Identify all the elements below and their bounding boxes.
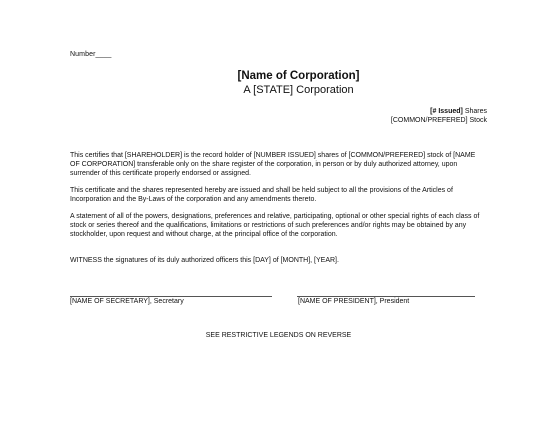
- certificate-number-label: Number____: [70, 51, 112, 58]
- provisions-paragraph: This certificate and the shares represented hereby are issued and shall be held subject to all the provisions of the Articles of Incorporation and the By-Laws of the corporation and any amendments thereto.: [70, 187, 453, 204]
- shares-issued-line: [430, 108, 487, 115]
- stock-class-line: [COMMON/PREFERED] Stock: [390, 117, 487, 124]
- corporation-state-subtitle: A [STATE] Corporation: [243, 84, 354, 96]
- rights-statement-paragraph: A statement of all of the powers, designations, preferences and relative, participating, optional or other special rights of each class of stock or series thereof and the qualifications, limitations or restrictions of such preferences and/or rights may be obtained by any stockholder, upon request and without charge, at the principal office of the corporation.: [70, 213, 480, 239]
- secretary-signature-line: [70, 296, 272, 297]
- corporation-name-title: [Name of Corporation]: [237, 70, 360, 82]
- witness-paragraph: WITNESS the signatures of its duly authorized officers this [DAY] of [MONTH], [YEAR].: [70, 257, 339, 264]
- restrictive-legend-note: SEE RESTRICTIVE LEGENDS ON REVERSE: [205, 332, 352, 339]
- certification-paragraph: This certifies that [SHAREHOLDER] is the record holder of [NUMBER ISSUED] shares of [COMMON/PREFERED] stock of [NAME OF CORPORATION] transferable only on the share register of the corporation, in person or by duly authorized attorney, upon surrender of this certificate properly endorsed or assigned.: [70, 152, 476, 178]
- president-signature-label: [NAME OF PRESIDENT], President: [298, 298, 410, 305]
- president-signature-line: [297, 296, 475, 297]
- shares-issued-placeholder: [# Issued]: [430, 108, 463, 115]
- secretary-signature-label: [NAME OF SECRETARY], Secretary: [70, 298, 184, 305]
- shares-word: Shares: [464, 108, 487, 115]
